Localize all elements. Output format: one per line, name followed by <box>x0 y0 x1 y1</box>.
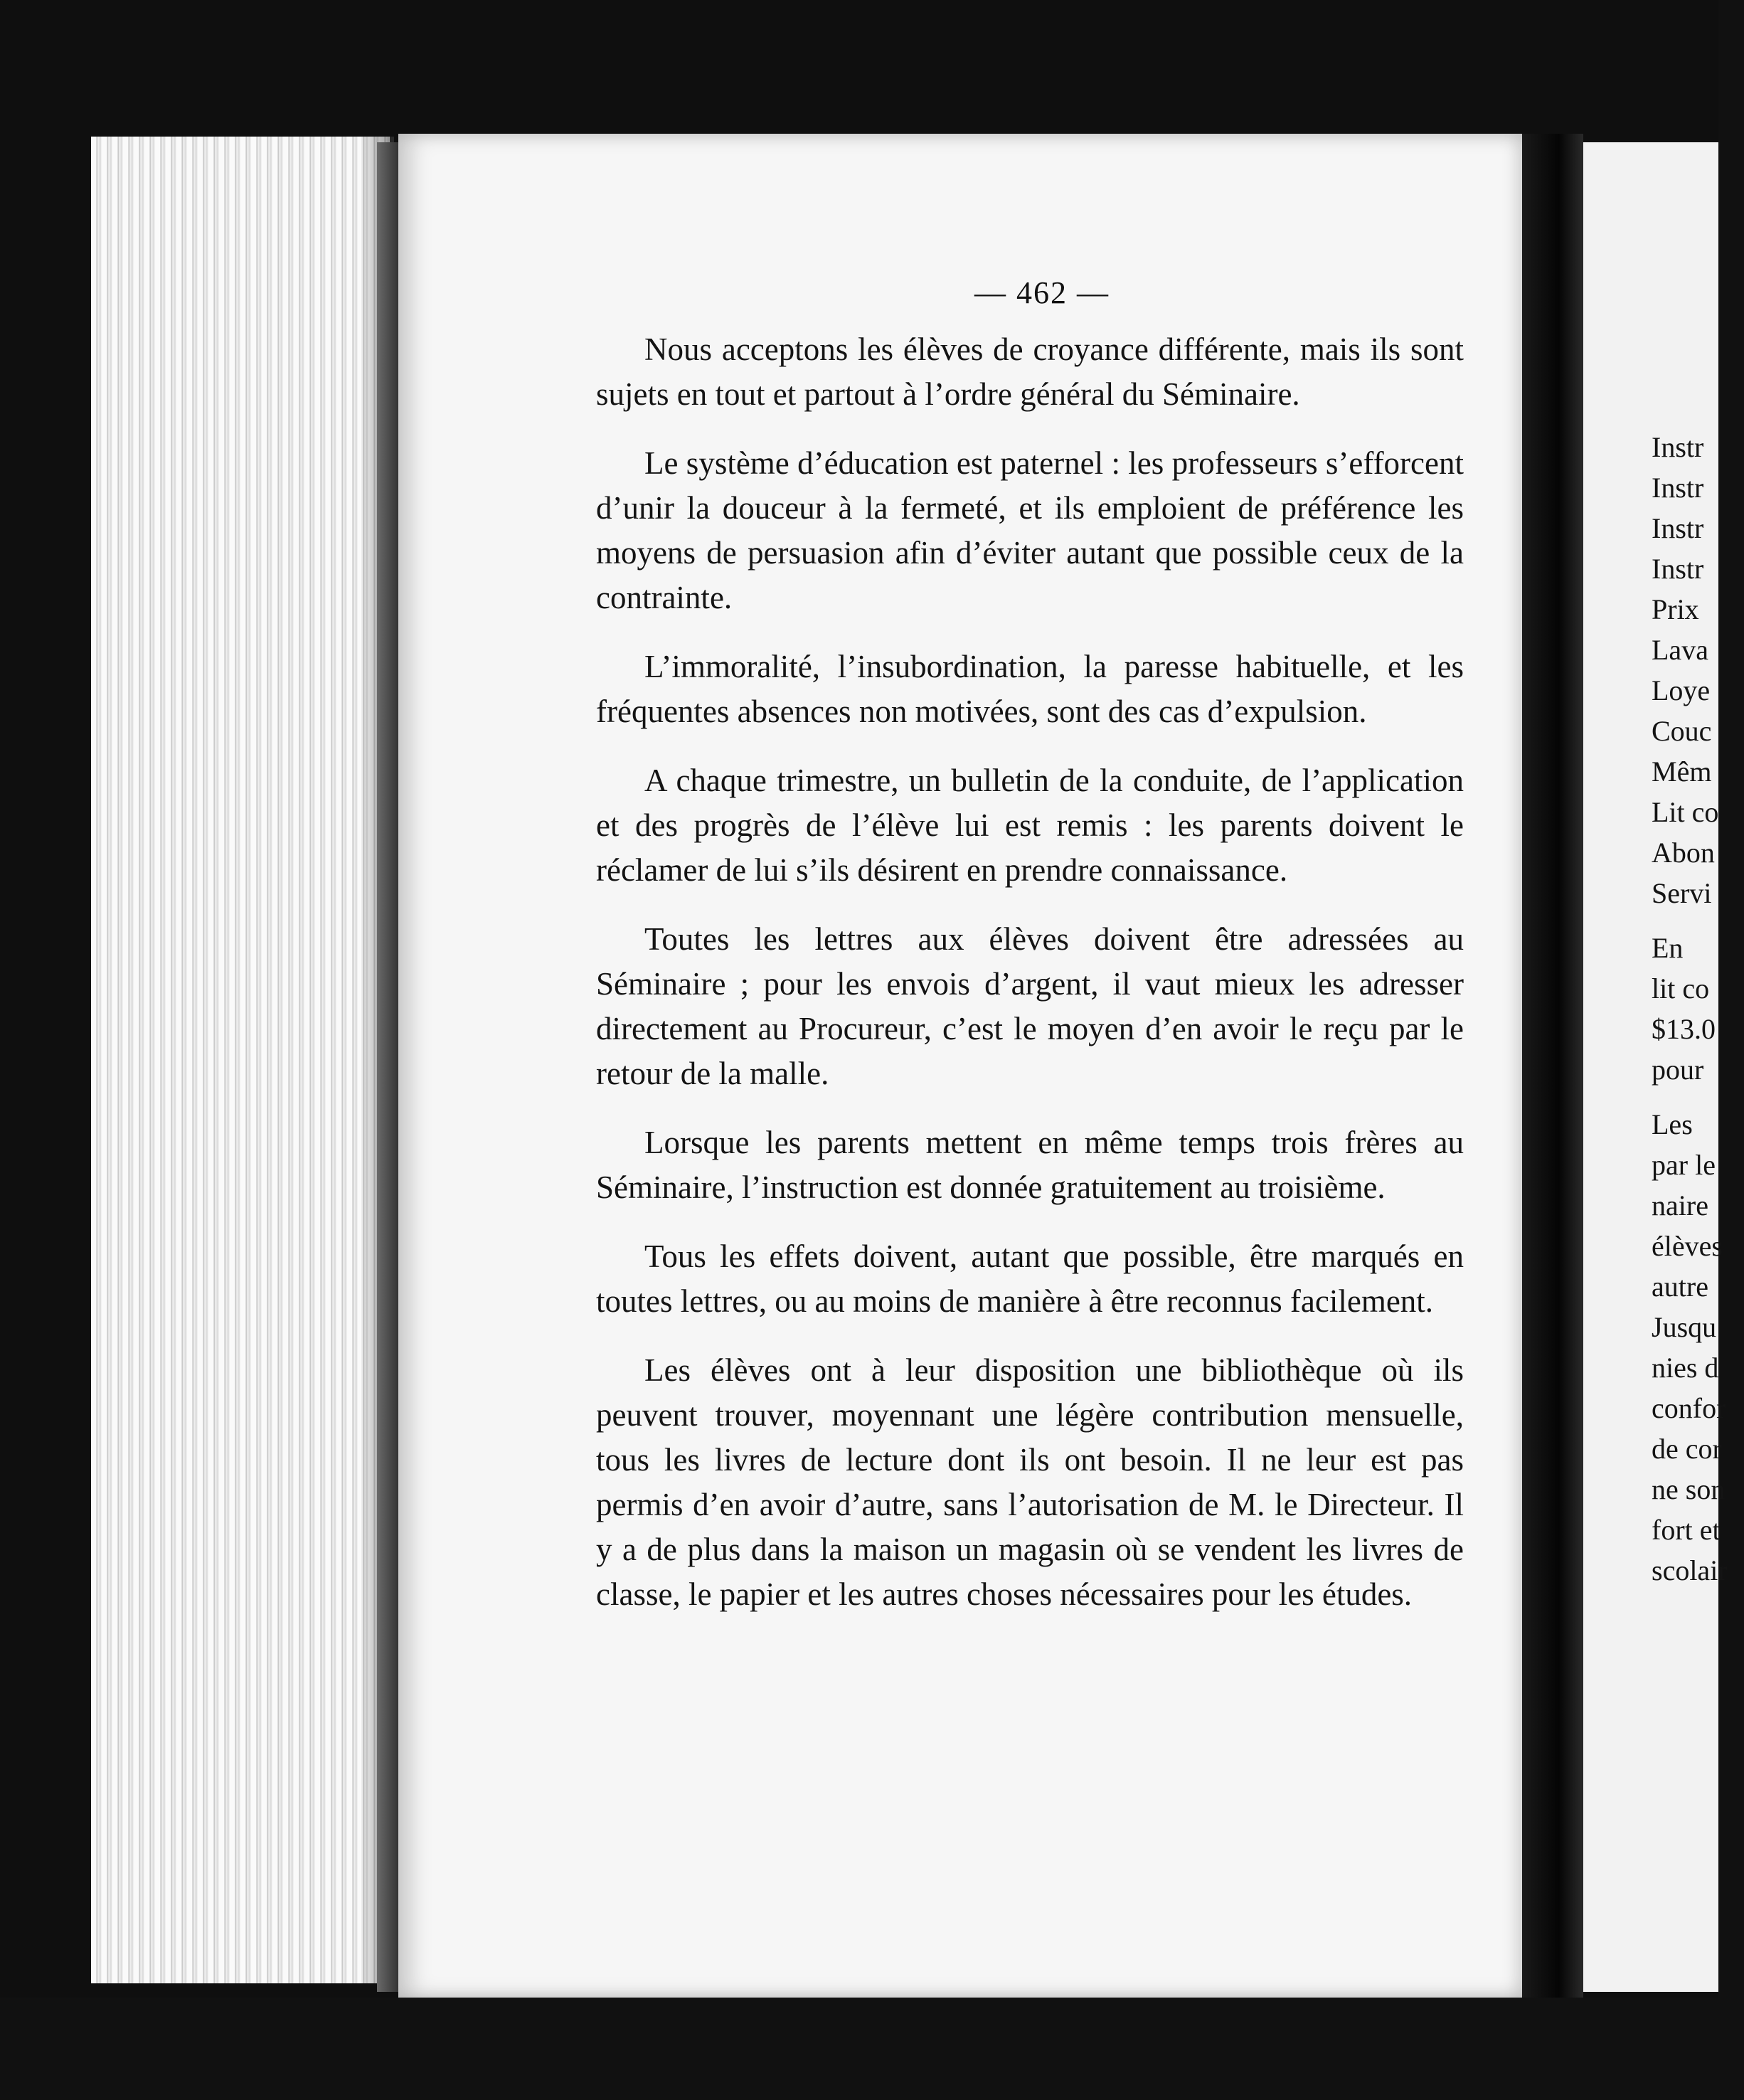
right-line: Servi <box>1652 877 1712 909</box>
right-line: Instr <box>1652 553 1704 585</box>
right-line: élèves <box>1652 1230 1723 1262</box>
paragraph-expulsion: L’immoralité, l’insubordination, la paresse habituelle, et les fréquentes absences non motivées, sont des cas d’expulsion. <box>596 649 1464 729</box>
paragraph-bulletin: A chaque trimestre, un bulletin de la conduite, de l’application et des progrès de l’élève lui est remis : les parents doivent le réclamer de lui s’ils désirent en prendre connaissance. <box>596 763 1464 888</box>
paragraph-effets: Tous les effets doivent, autant que possible, être marqués en toutes lettres, ou au moins de manière à être reconnus facilement. <box>596 1239 1464 1319</box>
page-number: — 462 — <box>974 275 1110 310</box>
scan-bottom-border <box>0 1998 1718 2100</box>
paragraph-croyance: Nous acceptons les élèves de croyance différente, mais ils sont sujets en tout et partout à l’ordre général du Séminaire. <box>596 332 1464 412</box>
right-page-text <box>1652 427 1744 1591</box>
right-line: pour <box>1652 1054 1704 1086</box>
book-page-edges <box>91 137 394 1983</box>
right-line: Lava <box>1652 634 1708 666</box>
paragraph-lettres: Toutes les lettres aux élèves doivent être adressées au Séminaire ; pour les envois d’argent, il vaut mieux les adresser directement au Procureur, c’est le moyen d’en avoir le reçu par le retour de la malle. <box>596 921 1464 1091</box>
right-line: lit co <box>1652 972 1710 1004</box>
right-line: scolair <box>1652 1554 1728 1586</box>
right-line: naire <box>1652 1189 1708 1221</box>
right-line: Jusqu <box>1652 1311 1717 1343</box>
right-line: de cor <box>1652 1433 1722 1465</box>
paragraph-bibliotheque: Les élèves ont à leur disposition une bibliothèque où ils peuvent trouver, moyennant une légère contribution mensuelle, tous les livres de lecture dont ils ont besoin. Il ne leur est pas permis d’en avoir d’autre, sans l’autorisation de M. le Directeur. Il y a de plus dans la maison un magasin où se vendent les livres de classe, le papier et les autres choses nécessaires pour les études. <box>596 1352 1464 1612</box>
book-gutter <box>1522 134 1583 1998</box>
right-line: par le <box>1652 1149 1716 1181</box>
right-line: autre <box>1652 1271 1708 1303</box>
paragraph-education: Le système d’éducation est paternel : les professeurs s’efforcent d’unir la douceur à la fermeté, et ils emploient de préférence les moyens de persuasion afin d’éviter autant que possible ceux de la contrainte. <box>596 445 1464 615</box>
right-line: Instr <box>1652 512 1704 544</box>
right-line: Couc <box>1652 715 1712 747</box>
right-line: Loye <box>1652 674 1711 706</box>
right-line: En <box>1652 932 1684 964</box>
right-line: nies d <box>1652 1352 1719 1384</box>
right-line: ne son <box>1652 1473 1726 1505</box>
right-gap <box>1652 913 1744 928</box>
right-line: Abon <box>1652 837 1715 869</box>
right-line: $13.0 <box>1652 1013 1716 1045</box>
right-line: Prix <box>1652 593 1699 625</box>
page-text <box>596 327 1464 1641</box>
right-line: Lit co <box>1652 796 1719 828</box>
right-line: Instr <box>1652 431 1704 463</box>
right-line: Instr <box>1652 472 1704 504</box>
right-line: confor <box>1652 1392 1726 1424</box>
paragraph-freres: Lorsque les parents mettent en même temps trois frères au Séminaire, l’instruction est donnée gratuitement au troisième. <box>596 1125 1464 1205</box>
right-line: fort et <box>1652 1514 1721 1546</box>
right-line: Mêm <box>1652 755 1712 788</box>
right-gap <box>1652 1090 1744 1104</box>
right-line: Les <box>1652 1108 1693 1140</box>
